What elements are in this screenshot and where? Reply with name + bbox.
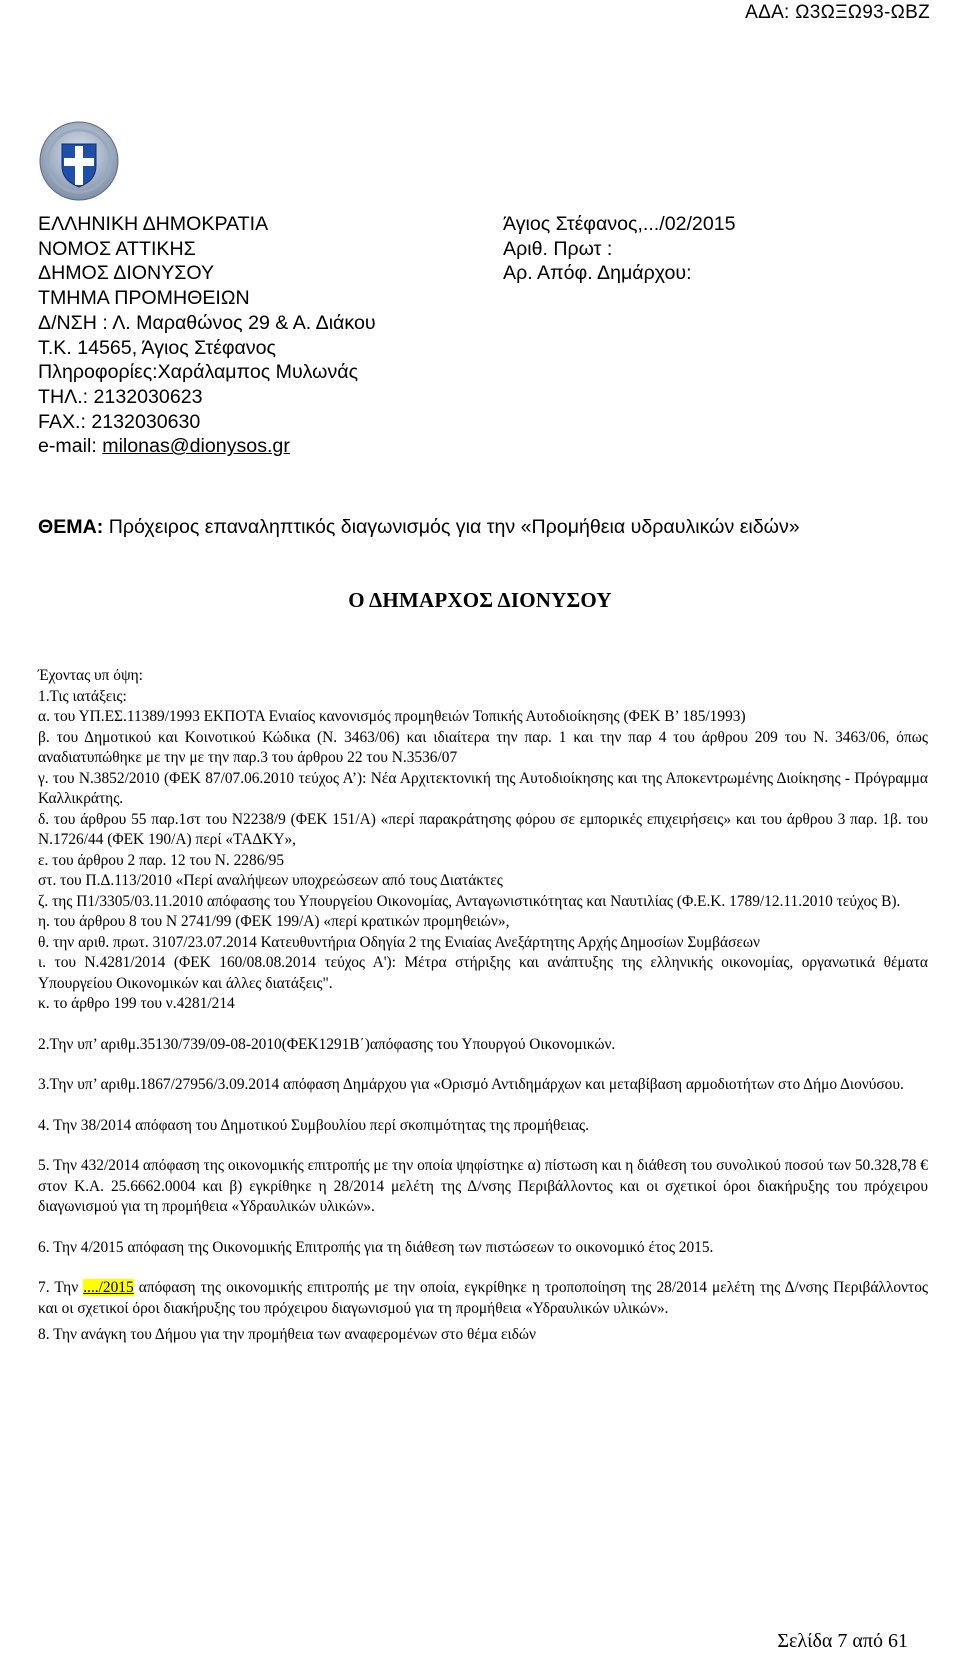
page-number: Σελίδα 7 από 61: [777, 1630, 908, 1652]
item7-rest: απόφαση της οικονομικής επιτροπής με την οποία, εγκρίθηκε η τροποποίηση της 28/2014 μελέτη της Δ/νσης Περιβάλλοντος και οι σχετικοί όροι διακήρυξης του πρόχειρου διαγωνισμού για τη προμήθεια «Υδραυλικών υλικών».: [38, 1279, 928, 1317]
sender-line: Πληροφορίες:Χαράλαμπος Μυλωνάς: [38, 361, 359, 384]
list-item: β. του Δημοτικού και Κοινοτικού Κώδικα (Ν. 3463/06) και ιδιαίτερα την παρ. 1 και την παρ 4 του άρθρου 209 του Ν. 3463/06, όπως αναδιατυπώθηκε με την με την παρ.3 του άρθρου 22 του Ν.3536/07: [38, 728, 928, 766]
list-item: 1.Τις ιατάξεις:: [38, 687, 127, 705]
list-item: κ. το άρθρο 199 του ν.4281/214: [38, 995, 235, 1012]
highlighted-decision-number: ..../2015: [83, 1279, 134, 1296]
list-item: [38, 1278, 928, 1319]
list-item: η. του άρθρου 8 του Ν 2741/99 (ΦΕΚ 199/Α) «περί κρατικών προμηθειών»,: [38, 913, 510, 930]
email-line: [38, 434, 376, 459]
list-item: 2.Την υπ’ αριθμ.35130/739/09-08-2010(ΦΕΚ1291Β΄)απόφασης του Υπουργού Οικονομικών.: [38, 1035, 616, 1053]
protocol-line: Αριθ. Πρωτ :: [503, 237, 613, 260]
list-item: α. του ΥΠ.ΕΣ.11389/1993 ΕΚΠΟΤΑ Ενιαίος κανονισμός προμηθειών Τοπικής Αυτοδιοίκησης (ΦΕΚ Β’ 185/1993): [38, 708, 746, 725]
subject-label: ΘΕΜΑ:: [38, 516, 104, 538]
reference-block: [503, 212, 736, 286]
list-item: 8. Την ανάγκη του Δήμου για την προμήθεια των αναφερομένων στο θέμα ειδών: [38, 1326, 536, 1343]
greek-coat-of-arms-icon: [38, 120, 120, 202]
item7-prefix: 7. Την: [38, 1279, 84, 1296]
sender-line: ΤΗΛ.: 2132030623: [38, 385, 203, 408]
list-item: ε. του άρθρου 2 παρ. 12 του Ν. 2286/95: [38, 851, 285, 869]
list-item: 6. Την 4/2015 απόφαση της Οικονομικής Επιτροπής για τη διάθεση των πιστώσεων το οικονομικό έτος 2015.: [38, 1238, 714, 1256]
email-link[interactable]: milonas@dionysos.gr: [102, 435, 290, 458]
decision-line: Αρ. Απόφ. Δημάρχου:: [503, 262, 692, 285]
email-label: e-mail:: [38, 435, 103, 458]
list-item: 4. Την 38/2014 απόφαση του Δημοτικού Συμβουλίου περί σκοπιμότητας της προμήθειας.: [38, 1116, 589, 1134]
list-item: 3.Την υπ’ αριθμ.1867/27956/3.09.2014 απόφαση Δημάρχου για «Ορισμό Αντιδημάρχων και μεταβίβαση αρμοδιοτήτων στο Δήμο Διονύσου.: [38, 1076, 904, 1093]
subject-line: [38, 516, 800, 539]
intro-text: Έχοντας υπ όψη:: [38, 667, 143, 684]
list-item: ι. του Ν.4281/2014 (ΦΕΚ 160/08.08.2014 τεύχος Α'): Μέτρα στήριξης και ανάπτυξης της ελληνικής οικονομίας, οργανωτικά θέματα Υπουργείου Οικονομικών και άλλες διατάξεις".: [38, 954, 928, 992]
document-body: [38, 666, 928, 1346]
date-line: Άγιος Στέφανος,.../02/2015: [503, 213, 736, 235]
sender-line: FAX.: 2132030630: [38, 410, 201, 433]
sender-line: ΤΜΗΜΑ ΠΡΟΜΗΘΕΙΩΝ: [38, 287, 250, 310]
sender-line: Δ/ΝΣΗ : Λ. Μαραθώνος 29 & Α. Διάκου: [38, 311, 376, 334]
sender-line: ΕΛΛΗΝΙΚΗ ΔΗΜΟΚΡΑΤΙΑ: [38, 213, 269, 235]
sender-line: ΔΗΜΟΣ ΔΙΟΝΥΣΟΥ: [38, 262, 215, 285]
mayor-heading: Ο ΔΗΜΑΡΧΟΣ ΔΙΟΝΥΣΟΥ: [348, 588, 612, 612]
list-item: γ. του Ν.3852/2010 (ΦΕΚ 87/07.06.2010 τεύχος Α’): Νέα Αρχιτεκτονική της Αυτοδιοίκησης και της Αποκεντρωμένης Διοίκησης - Πρόγραμμα Καλλικράτης.: [38, 769, 928, 807]
subject-text: Πρόχειρος επαναληπτικός διαγωνισμός για την «Προμήθεια υδραυλικών ειδών»: [103, 516, 800, 538]
sender-line: ΝΟΜΟΣ ΑΤΤΙΚΗΣ: [38, 237, 196, 260]
ada-code: ΑΔΑ: Ω3ΩΞΩ93-ΩΒΖ: [745, 2, 930, 23]
list-item: δ. του άρθρου 55 παρ.1στ του Ν2238/9 (ΦΕΚ 151/Α) «περί παρακράτησης φόρου σε εμπορικές επιχειρήσεις» και του άρθρου 3 παρ. 1β. του Ν.1726/44 (ΦΕΚ 190/Α) περί «ΤΑΔΚΥ»,: [38, 810, 928, 848]
list-item: ζ. της Π1/3305/03.11.2010 απόφασης του Υπουργείου Οικονομίας, Ανταγωνιστικότητας και Ναυτιλίας (Φ.Ε.Κ. 1789/12.11.2010 τεύχος Β).: [38, 892, 901, 910]
list-item: θ. την αριθ. πρωτ. 3107/23.07.2014 Κατευθυντήρια Οδηγία 2 της Ενιαίας Ανεξάρτητης Αρχής Δημοσίων Συμβάσεων: [38, 933, 760, 951]
list-item: 5. Την 432/2014 απόφαση της οικονομικής επιτροπής με την οποία ψηφίστηκε α) πίστωση και η διάθεση του συνολικού ποσού των 50.328,78 € στον Κ.Α. 25.6662.0004 και β) εγκρίθηκε η 28/2014 μελέτη της Δ/νσης Περιβάλλοντος και οι σχετικοί όροι διακήρυξης του πρόχειρου διαγωνισμού για τη προμήθεια «Υδραυλικών υλικών».: [38, 1157, 928, 1215]
list-item: στ. του Π.Δ.113/2010 «Περί αναλήψεων υποχρεώσεων από τους Διατάκτες: [38, 872, 503, 889]
sender-line: Τ.Κ. 14565, Άγιος Στέφανος: [38, 336, 276, 359]
sender-block: [38, 212, 376, 459]
